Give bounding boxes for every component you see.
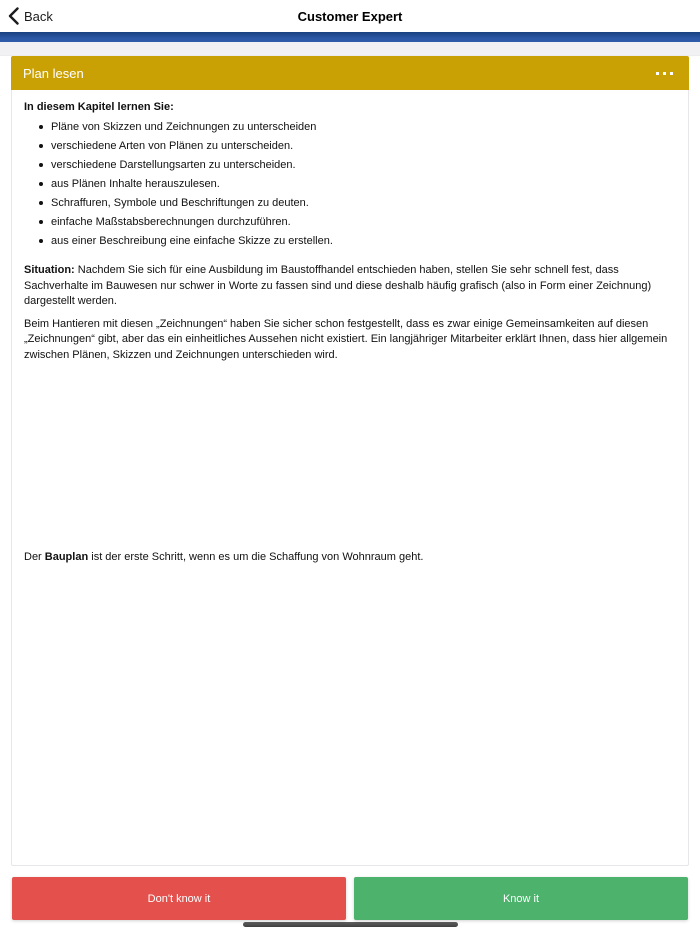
card-title: Plan lesen: [23, 65, 84, 81]
dont-know-button[interactable]: Don't know it: [12, 877, 346, 920]
home-indicator[interactable]: [243, 922, 458, 927]
objectives-list: [24, 121, 674, 248]
back-label: Back: [24, 8, 53, 24]
card-header: [11, 56, 689, 90]
list-item: aus Plänen Inhalte herauszulesen.: [51, 178, 674, 191]
blank-area: [24, 363, 674, 550]
nav-accent-bar: [0, 32, 700, 42]
list-item: verschiedene Arten von Plänen zu unterscheiden.: [51, 140, 674, 153]
list-item: Schraffuren, Symbole und Beschriftungen zu deuten.: [51, 197, 674, 210]
more-options-icon[interactable]: [654, 66, 675, 81]
chapter-intro: In diesem Kapitel lernen Sie:: [24, 101, 174, 113]
list-item: Pläne von Skizzen und Zeichnungen zu unterscheiden: [51, 121, 674, 134]
back-button[interactable]: [0, 0, 63, 32]
card-body: [11, 90, 689, 866]
handling-paragraph: Beim Hantieren mit diesen „Zeichnungen“ haben Sie sicher schon festgestellt, dass es zwar einige Gemeinsamkeiten auf diesen „Zeichnungen“ gibt, aber das ein einheitliches Aussehen nicht existiert. Ein langjähriger Mitarbeiter erklärt Ihnen, dass hier allgemein zwischen Plänen, Skizzen und Zeichnungen unterschieden wird.: [24, 317, 668, 361]
page-title: Customer Expert: [297, 8, 403, 24]
know-button[interactable]: Know it: [354, 877, 688, 920]
situation-label: Situation:: [24, 264, 75, 276]
nav-bar: [0, 0, 700, 32]
situation-text: Nachdem Sie sich für eine Ausbildung im Baustoffhandel entschieden haben, stellen Sie sehr schnell fest, dass Sachverhalte im Bauwesen nur schwer in Worte zu fassen sind und diese deshalb häufig grafisch (also in Form einer Zeichnung) dargestellt werden.: [24, 264, 652, 307]
bauplan-paragraph: Der Bauplan ist der erste Schritt, wenn es um die Schaffung von Wohnraum geht.: [24, 551, 424, 563]
content-top-strip: [0, 42, 700, 56]
chevron-left-icon: [8, 7, 19, 25]
flashcard: [11, 56, 689, 866]
list-item: verschiedene Darstellungsarten zu unterscheiden.: [51, 159, 674, 172]
situation-paragraph: [24, 263, 674, 310]
answer-actions: [12, 877, 688, 920]
bauplan-bold: Bauplan: [44, 551, 89, 563]
list-item: aus einer Beschreibung eine einfache Skizze zu erstellen.: [51, 235, 674, 248]
list-item: einfache Maßstabsberechnungen durchzuführen.: [51, 216, 674, 229]
